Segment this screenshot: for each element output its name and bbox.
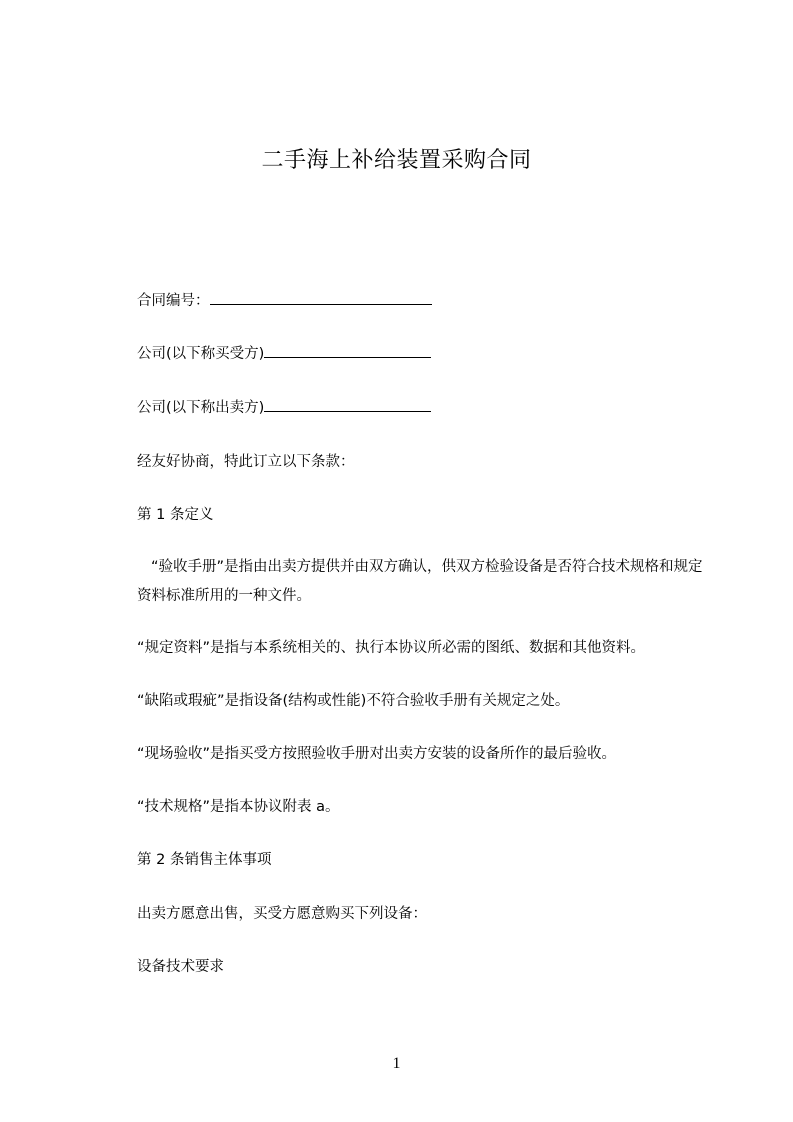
contract-number-label: 合同编号： — [137, 293, 210, 309]
definition-specified-docs: “规定资料”是指与本系统相关的、执行本协议所必需的图纸、数据和其他资料。 — [137, 640, 646, 656]
contract-number-blank — [210, 290, 432, 305]
buyer-line — [137, 343, 431, 365]
intro-text: 经友好协商，特此订立以下条款： — [137, 454, 355, 470]
definition-tech-spec: “技术规格”是指本协议附表 a。 — [137, 799, 340, 815]
article-2-heading: 第 2 条销售主体事项 — [137, 852, 272, 868]
seller-blank — [264, 397, 431, 412]
equipment-heading: 设备技术要求 — [137, 959, 224, 975]
seller-line — [137, 397, 431, 419]
seller-label: 公司(以下称出卖方) — [137, 400, 265, 416]
contract-number-line — [137, 290, 432, 312]
sale-statement: 出卖方愿意出售，买受方愿意购买下列设备： — [137, 906, 427, 922]
buyer-label: 公司(以下称买受方) — [137, 346, 265, 362]
definition-acceptance-manual: “验收手册”是指由出卖方提供并由双方确认，供双方检验设备是否符合技术规格和规定资料标准所用的一种文件。 — [137, 559, 703, 604]
buyer-blank — [264, 343, 431, 358]
document-title: 二手海上补给装置采购合同 — [261, 148, 532, 173]
definition-site-acceptance: “现场验收”是指买受方按照验收手册对出卖方安装的设备所作的最后验收。 — [137, 746, 617, 762]
definition-defects: “缺陷或瑕疵”是指设备(结构或性能)不符合验收手册有关规定之处。 — [137, 693, 570, 709]
page-number: 1 — [392, 1055, 401, 1072]
article-1-heading: 第 1 条定义 — [137, 507, 214, 523]
